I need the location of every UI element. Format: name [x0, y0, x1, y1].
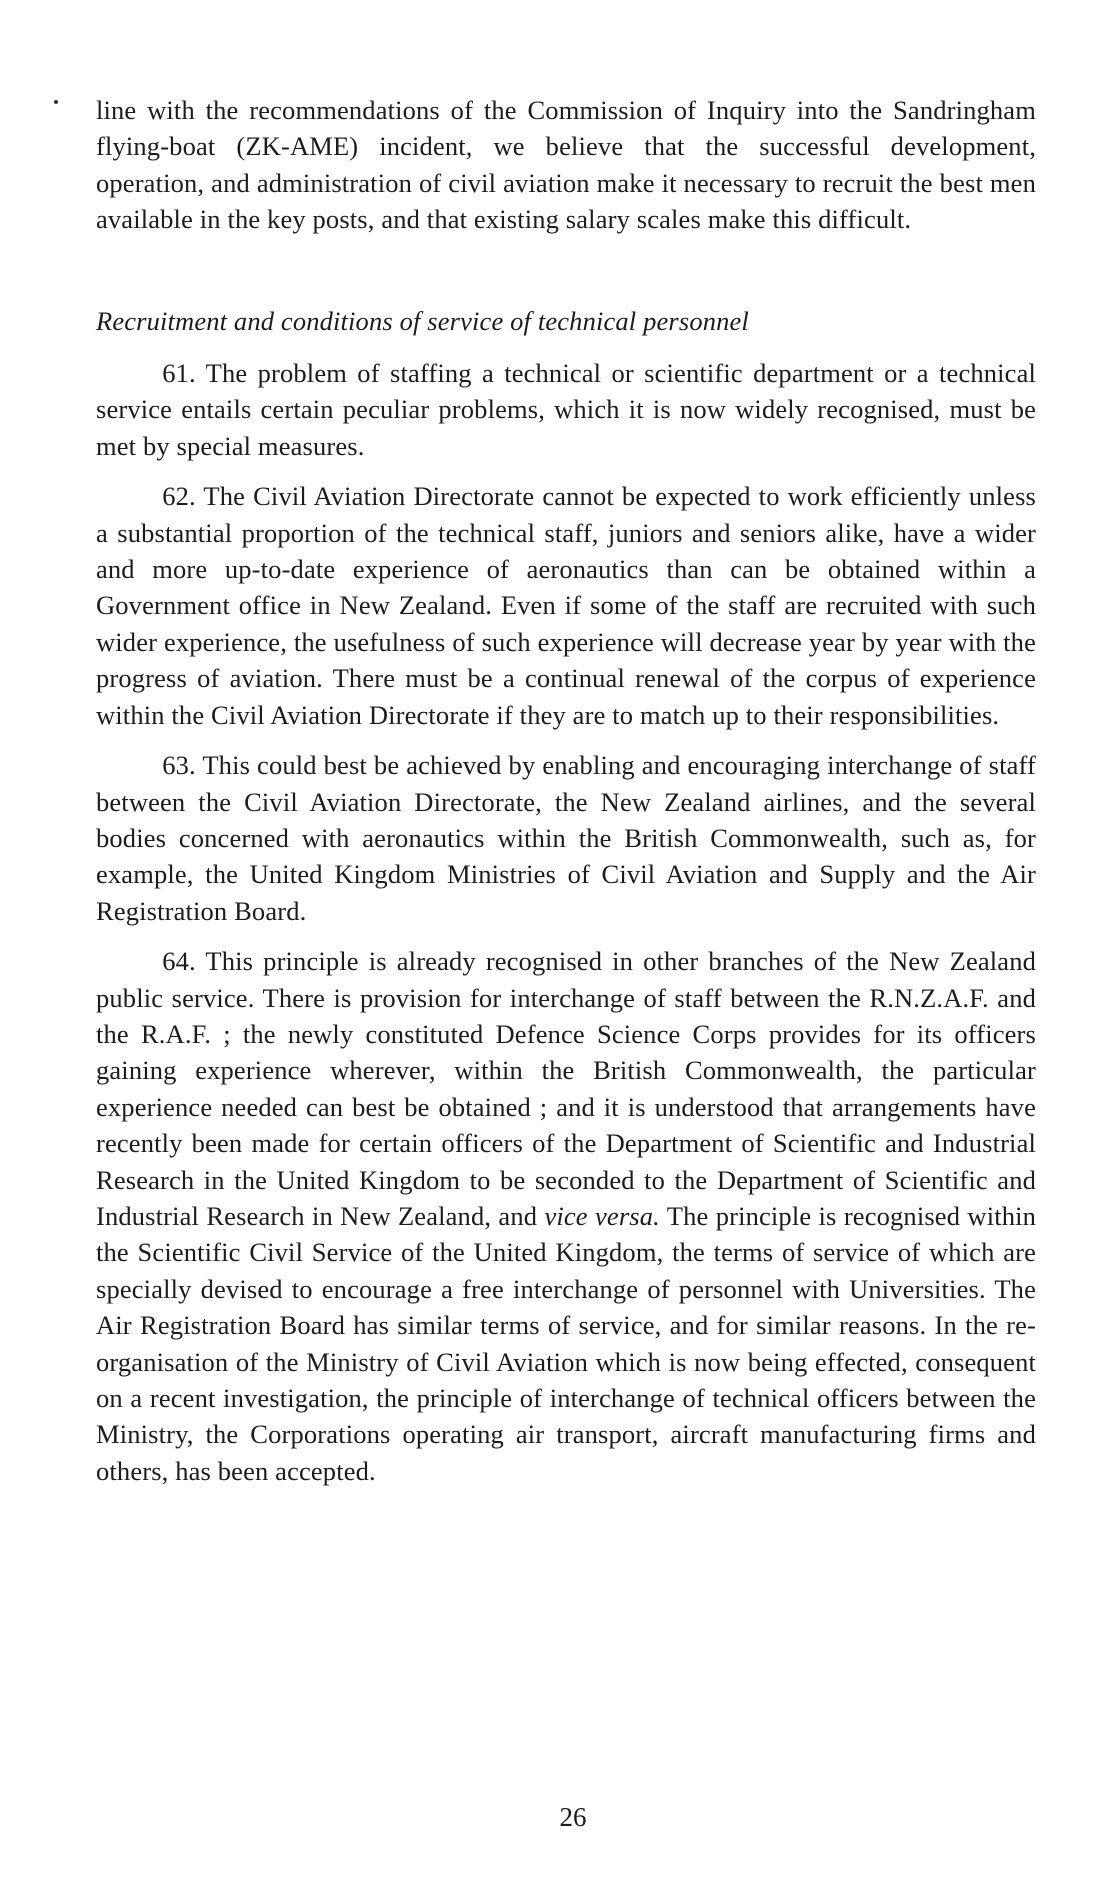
paragraph-italic-text: vice versa. [544, 1200, 660, 1231]
margin-dot [54, 100, 58, 104]
paragraph-number: 62. [162, 481, 196, 512]
paragraph-text: The problem of staffing a technical or scientific department or a technical service entails certain peculiar problems, which it is now widely recognised, must be met by special measures. [96, 358, 1037, 461]
paragraph-number: 61. [162, 358, 196, 389]
section-heading: Recruitment and conditions of service of technical personnel [96, 305, 749, 336]
paragraph-text: The principle is recognised within the Scientific Civil Service of the United Kingdom, the terms of service of which are specially devised to encourage a free interchange of personnel with Universities. The Air Registration Board has similar terms of service, and for similar reasons. In the re-organisation of the Ministry of Civil Aviation which is now being effected, consequent on a recent investigation, the principle of interchange of technical officers between the Ministry, the Corporations operating air transport, aircraft manufacturing firms and others, has been accepted. [96, 1200, 1037, 1486]
intro-paragraph: line with the recommendations of the Commission of Inquiry into the Sandringham flying-boat (ZK-AME) incident, we believe that the successful development, operation, and administration of civil aviation make it necessary to recruit the best men available in the key posts, and that existing salary scales make this difficult. [96, 95, 1036, 235]
paragraph-number: 63. [162, 750, 196, 781]
paragraph-61 [96, 355, 1036, 464]
paragraph-62 [96, 478, 1036, 733]
paragraph-text: This could best be achieved by enabling and encouraging interchange of staff between the Civil Aviation Directorate, the New Zealand airlines, and the several bodies concerned with aeronautics within the British Commonwealth, such as, for example, the United Kingdom Ministries of Civil Aviation and Supply and the Air Registration Board. [96, 750, 1037, 926]
paragraph-64 [96, 943, 1036, 1489]
page-number: 26 [559, 1802, 587, 1832]
paragraph-text: The Civil Aviation Directorate cannot be expected to work efficiently unless a substantial proportion of the technical staff, juniors and seniors alike, have a wider and more up-to-date experience of aeronautics than can be obtained within a Government office in New Zealand. Even if some of the staff are recruited with such wider experience, the usefulness of such experience will decrease year by year with the progress of aviation. There must be a continual renewal of the corpus of experience within the Civil Aviation Directorate if they are to match up to their responsibilities. [96, 481, 1037, 730]
paragraph-text: This principle is already recognised in other branches of the New Zealand public service. There is provision for interchange of staff between the R.N.Z.A.F. and the R.A.F. ; the newly constituted Defence Science Corps provides for its officers gaining experience wherever, within the British Commonwealth, the particular experience needed can best be obtained ; and it is understood that arrangements have recently been made for certain officers of the Department of Scientific and Industrial Research in the United Kingdom to be seconded to the Department of Scientific and Industrial Research in New Zealand, and [96, 946, 1036, 1231]
paragraph-number: 64. [162, 946, 196, 977]
document-page [96, 92, 1036, 1503]
paragraph-63 [96, 747, 1036, 929]
